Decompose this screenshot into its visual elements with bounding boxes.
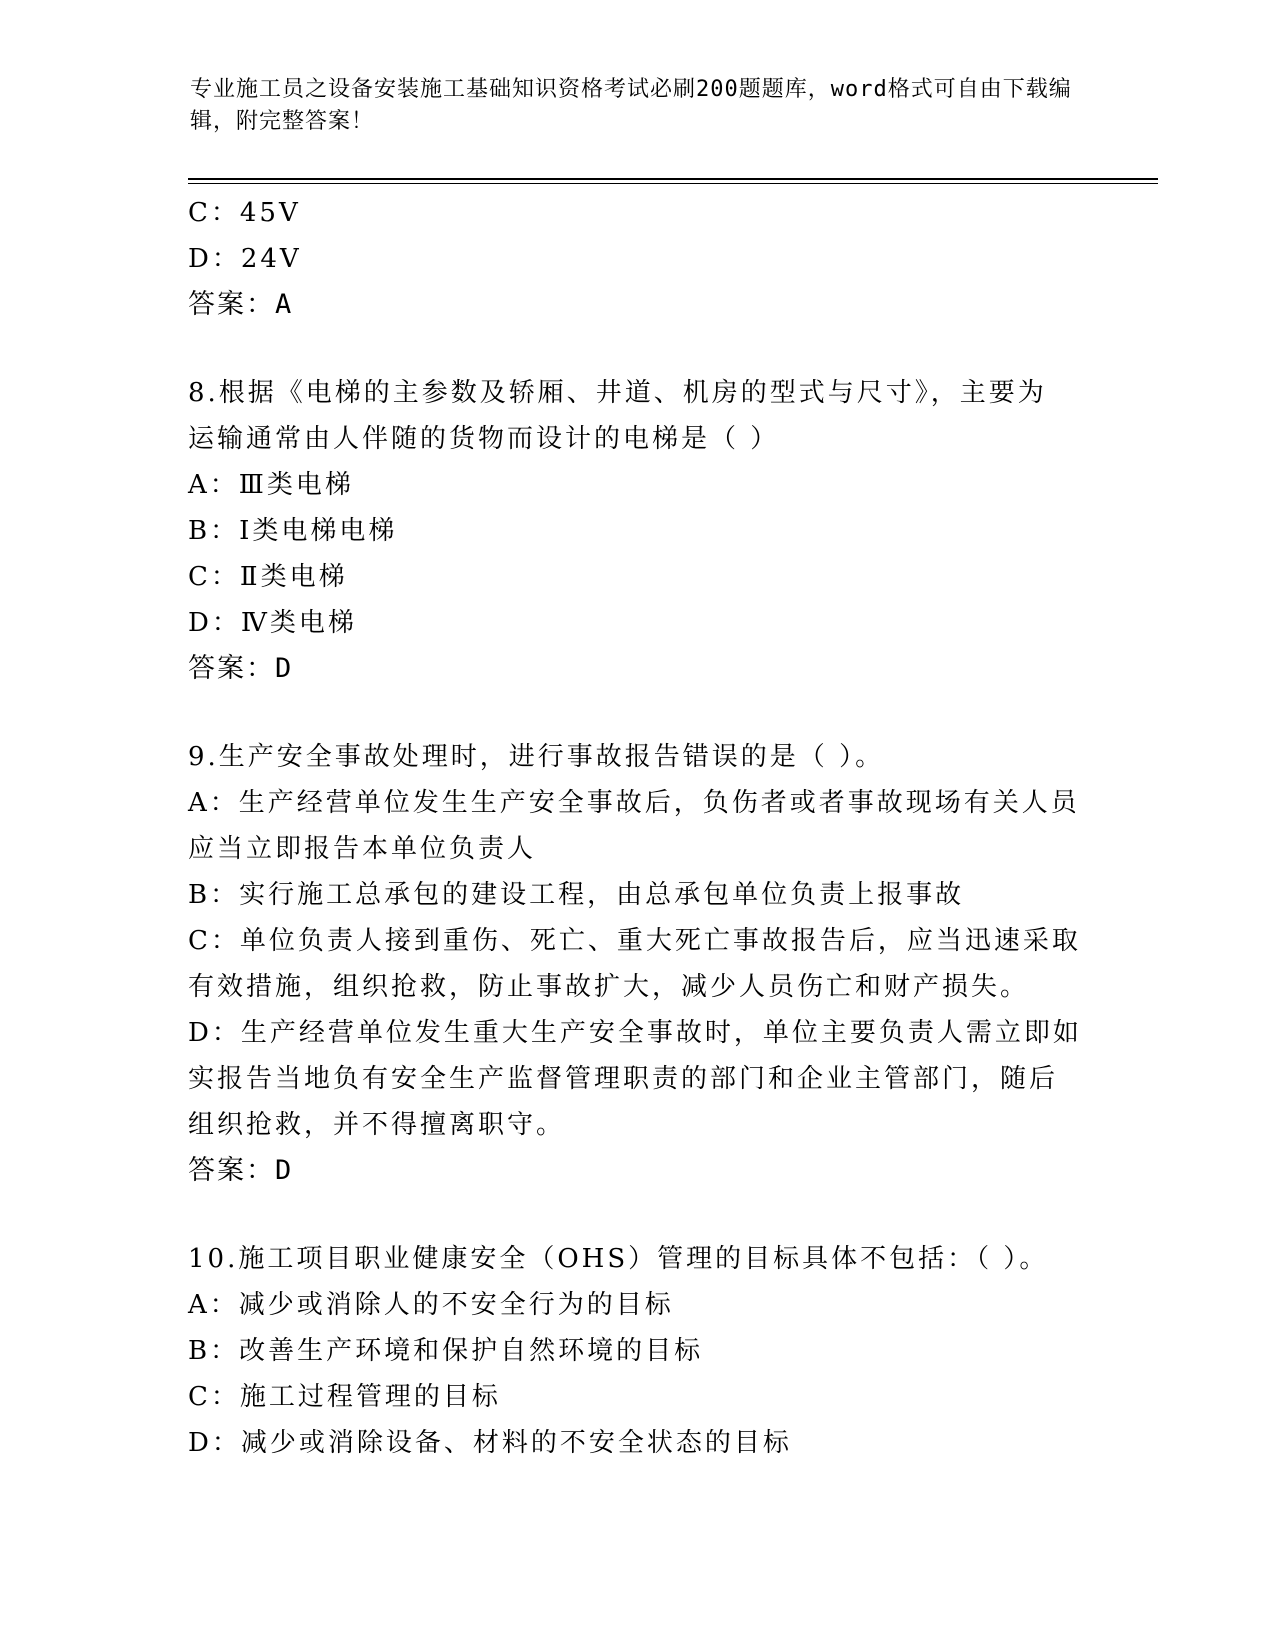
q8-answer: 答案：D — [188, 653, 294, 684]
q8-option-b: B：Ⅰ类电梯电梯 — [188, 516, 398, 546]
q9-answer: 答案：D — [188, 1155, 294, 1186]
q8-stem-line-1: 8.根据《电梯的主参数及轿厢、井道、机房的型式与尺寸》，主要为 — [188, 378, 1047, 408]
q9-option-c-line-2: 有效措施，组织抢救，防止事故扩大，减少人员伤亡和财产损失。 — [188, 972, 1030, 1002]
q7-option-d: D：24V — [188, 244, 302, 274]
q10-stem: 10.施工项目职业健康安全（OHS）管理的目标具体不包括：（ ）。 — [188, 1244, 1049, 1274]
header-rule-thin — [188, 183, 1158, 184]
q9-option-d-line-2: 实报告当地负有安全生产监督管理职责的部门和企业主管部门，随后 — [188, 1064, 1059, 1094]
q7-option-c: C：45V — [188, 198, 301, 228]
q8-option-d: D：Ⅳ类电梯 — [188, 608, 357, 638]
q9-stem: 9.生产安全事故处理时，进行事故报告错误的是（ ）。 — [188, 742, 885, 772]
page-header: 专业施工员之设备安装施工基础知识资格考试必刷200题题库，word格式可自由下载编辑，附完整答案！ — [190, 77, 1072, 134]
question-content — [188, 190, 1088, 1466]
q9-option-d-line-1: D：生产经营单位发生重大生产安全事故时，单位主要负责人需立即如 — [188, 1018, 1082, 1048]
q10-option-b: B：改善生产环境和保护自然环境的目标 — [188, 1336, 704, 1366]
q8-option-c: C：Ⅱ类电梯 — [188, 562, 348, 592]
header-rule-thick — [188, 178, 1158, 180]
q10-option-a: A：减少或消除人的不安全行为的目标 — [188, 1290, 674, 1320]
q10-option-d: D：减少或消除设备、材料的不安全状态的目标 — [188, 1428, 792, 1458]
q9-option-c-line-1: C：单位负责人接到重伤、死亡、重大死亡事故报告后，应当迅速采取 — [188, 926, 1081, 956]
q9-option-b: B：实行施工总承包的建设工程，由总承包单位负责上报事故 — [188, 880, 965, 910]
q8-stem-line-2: 运输通常由人伴随的货物而设计的电梯是（ ） — [188, 424, 780, 454]
q9-option-a-line-1: A：生产经营单位发生生产安全事故后，负伤者或者事故现场有关人员 — [188, 788, 1080, 818]
q8-option-a: A：Ⅲ类电梯 — [188, 470, 354, 500]
q9-option-a-line-2: 应当立即报告本单位负责人 — [188, 834, 537, 864]
q10-option-c: C：施工过程管理的目标 — [188, 1382, 501, 1412]
q9-option-d-line-3: 组织抢救，并不得擅离职守。 — [188, 1110, 566, 1140]
q7-answer: 答案：A — [188, 289, 294, 320]
